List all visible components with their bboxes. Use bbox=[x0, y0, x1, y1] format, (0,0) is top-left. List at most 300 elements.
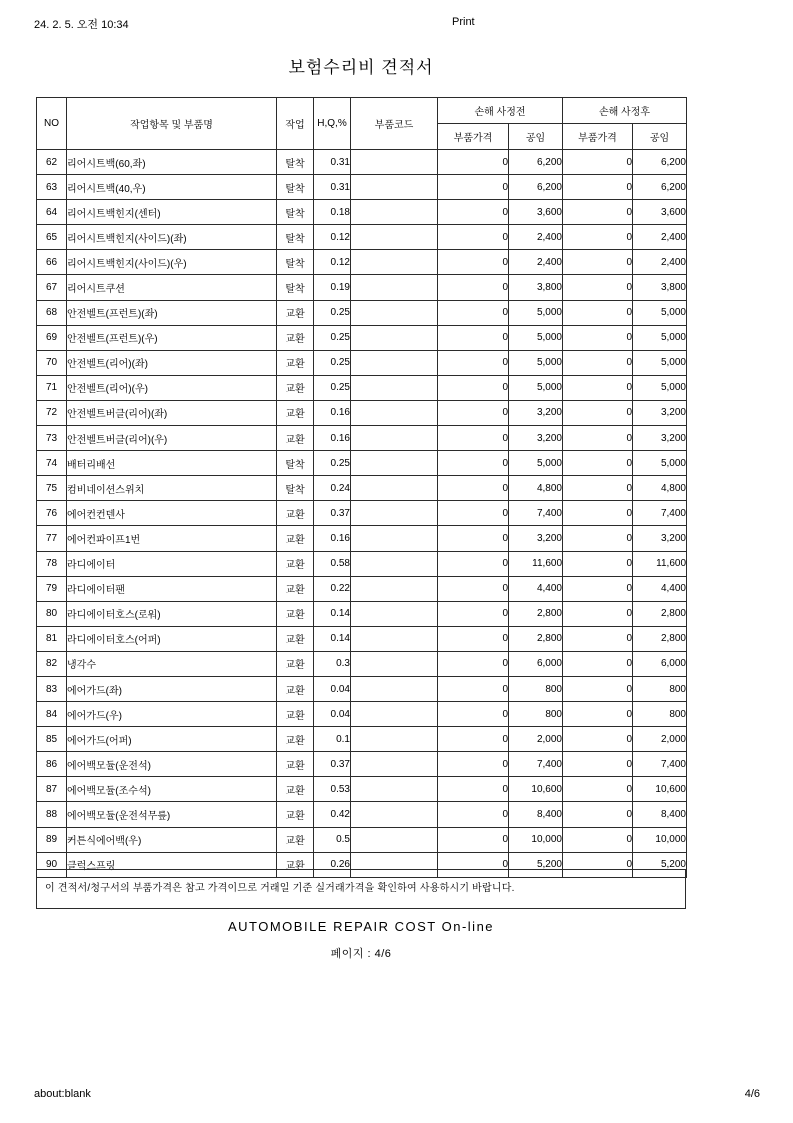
cell-hq-percent: 0.19 bbox=[314, 275, 351, 300]
cell-pre-labor: 2,400 bbox=[509, 250, 563, 275]
cell-item-name: 리어시트백힌지(센터) bbox=[67, 200, 277, 225]
cell-pre-labor: 5,000 bbox=[509, 325, 563, 350]
repair-estimate-table bbox=[36, 97, 687, 878]
cell-post-part-price: 0 bbox=[563, 802, 633, 827]
cell-part-code bbox=[351, 752, 438, 777]
cell-no: 85 bbox=[37, 727, 67, 752]
cell-no: 62 bbox=[37, 150, 67, 175]
cell-post-labor: 3,800 bbox=[633, 275, 687, 300]
cell-pre-labor: 800 bbox=[509, 676, 563, 701]
table-row bbox=[37, 702, 687, 727]
cell-post-part-price: 0 bbox=[563, 727, 633, 752]
cell-part-code bbox=[351, 150, 438, 175]
cell-pre-labor: 3,600 bbox=[509, 200, 563, 225]
cell-no: 82 bbox=[37, 651, 67, 676]
table-row bbox=[37, 375, 687, 400]
cell-item-name: 냉각수 bbox=[67, 651, 277, 676]
cell-hq-percent: 0.25 bbox=[314, 375, 351, 400]
cell-part-code bbox=[351, 451, 438, 476]
cell-work-type: 교환 bbox=[277, 651, 314, 676]
cell-part-code bbox=[351, 225, 438, 250]
cell-hq-percent: 0.42 bbox=[314, 802, 351, 827]
cell-pre-part-price: 0 bbox=[438, 350, 509, 375]
cell-work-type: 탈착 bbox=[277, 451, 314, 476]
cell-item-name: 에어가드(우) bbox=[67, 702, 277, 727]
cell-part-code bbox=[351, 350, 438, 375]
cell-post-part-price: 0 bbox=[563, 400, 633, 425]
cell-hq-percent: 0.37 bbox=[314, 752, 351, 777]
cell-hq-percent: 0.16 bbox=[314, 426, 351, 451]
cell-hq-percent: 0.58 bbox=[314, 551, 351, 576]
cell-item-name: 리어시트백힌지(사이드)(좌) bbox=[67, 225, 277, 250]
table-row bbox=[37, 451, 687, 476]
cell-post-part-price: 0 bbox=[563, 300, 633, 325]
cell-pre-labor: 6,000 bbox=[509, 651, 563, 676]
cell-item-name: 리어시트백(40,우) bbox=[67, 175, 277, 200]
cell-work-type: 탈착 bbox=[277, 175, 314, 200]
cell-item-name: 라디에이터 bbox=[67, 551, 277, 576]
col-header-part-code: 부품코드 bbox=[351, 98, 438, 150]
cell-no: 75 bbox=[37, 476, 67, 501]
table-header bbox=[37, 98, 687, 150]
table-row bbox=[37, 275, 687, 300]
cell-item-name: 안전벨트버클(리어)(좌) bbox=[67, 400, 277, 425]
document-title: 보험수리비 견적서 bbox=[288, 58, 434, 77]
cell-pre-part-price: 0 bbox=[438, 400, 509, 425]
cell-pre-labor: 2,800 bbox=[509, 626, 563, 651]
cell-pre-part-price: 0 bbox=[438, 802, 509, 827]
cell-pre-labor: 5,000 bbox=[509, 300, 563, 325]
cell-no: 77 bbox=[37, 526, 67, 551]
cell-no: 66 bbox=[37, 250, 67, 275]
cell-part-code bbox=[351, 802, 438, 827]
cell-item-name: 배터리배선 bbox=[67, 451, 277, 476]
cell-work-type: 탈착 bbox=[277, 200, 314, 225]
cell-pre-part-price: 0 bbox=[438, 150, 509, 175]
cell-pre-part-price: 0 bbox=[438, 626, 509, 651]
cell-part-code bbox=[351, 676, 438, 701]
cell-post-labor: 10,000 bbox=[633, 827, 687, 852]
cell-no: 90 bbox=[37, 852, 67, 877]
cell-pre-part-price: 0 bbox=[438, 551, 509, 576]
cell-item-name: 커튼식에어백(우) bbox=[67, 827, 277, 852]
cell-post-part-price: 0 bbox=[563, 576, 633, 601]
cell-post-labor: 2,000 bbox=[633, 727, 687, 752]
cell-post-labor: 4,800 bbox=[633, 476, 687, 501]
cell-post-labor: 5,000 bbox=[633, 300, 687, 325]
table-row bbox=[37, 576, 687, 601]
print-header-title: Print bbox=[452, 16, 475, 28]
table-row bbox=[37, 426, 687, 451]
cell-hq-percent: 0.31 bbox=[314, 150, 351, 175]
cell-work-type: 교환 bbox=[277, 702, 314, 727]
cell-item-name: 리어시트쿠션 bbox=[67, 275, 277, 300]
cell-work-type: 탈착 bbox=[277, 150, 314, 175]
cell-pre-labor: 800 bbox=[509, 702, 563, 727]
cell-part-code bbox=[351, 526, 438, 551]
cell-work-type: 교환 bbox=[277, 802, 314, 827]
table-row bbox=[37, 551, 687, 576]
cell-pre-labor: 10,600 bbox=[509, 777, 563, 802]
cell-item-name: 에어가드(좌) bbox=[67, 676, 277, 701]
cell-pre-part-price: 0 bbox=[438, 752, 509, 777]
cell-no: 87 bbox=[37, 777, 67, 802]
cell-post-part-price: 0 bbox=[563, 426, 633, 451]
cell-hq-percent: 0.5 bbox=[314, 827, 351, 852]
cell-hq-percent: 0.26 bbox=[314, 852, 351, 877]
cell-part-code bbox=[351, 827, 438, 852]
cell-part-code bbox=[351, 426, 438, 451]
cell-pre-labor: 6,200 bbox=[509, 150, 563, 175]
col-header-hq: H,Q,% bbox=[314, 98, 351, 150]
cell-part-code bbox=[351, 576, 438, 601]
cell-item-name: 컴비네이션스위치 bbox=[67, 476, 277, 501]
cell-no: 69 bbox=[37, 325, 67, 350]
cell-pre-labor: 5,000 bbox=[509, 350, 563, 375]
cell-part-code bbox=[351, 626, 438, 651]
table-header-row-1 bbox=[37, 98, 687, 124]
cell-pre-part-price: 0 bbox=[438, 702, 509, 727]
cell-work-type: 교환 bbox=[277, 526, 314, 551]
cell-item-name: 안전벨트(리어)(좌) bbox=[67, 350, 277, 375]
cell-part-code bbox=[351, 400, 438, 425]
cell-post-part-price: 0 bbox=[563, 651, 633, 676]
cell-post-part-price: 0 bbox=[563, 476, 633, 501]
cell-post-part-price: 0 bbox=[563, 350, 633, 375]
cell-work-type: 탈착 bbox=[277, 275, 314, 300]
cell-post-labor: 3,200 bbox=[633, 400, 687, 425]
cell-post-labor: 3,200 bbox=[633, 526, 687, 551]
cell-work-type: 교환 bbox=[277, 727, 314, 752]
cell-no: 76 bbox=[37, 501, 67, 526]
cell-work-type: 교환 bbox=[277, 551, 314, 576]
service-name: AUTOMOBILE REPAIR COST On-line bbox=[227, 919, 495, 934]
cell-pre-labor: 6,200 bbox=[509, 175, 563, 200]
cell-post-labor: 10,600 bbox=[633, 777, 687, 802]
cell-post-labor: 6,000 bbox=[633, 651, 687, 676]
col-header-pre-assessment: 손해 사정전 bbox=[438, 98, 563, 124]
cell-pre-part-price: 0 bbox=[438, 200, 509, 225]
cell-item-name: 리어시트백힌지(사이드)(우) bbox=[67, 250, 277, 275]
table-row bbox=[37, 676, 687, 701]
cell-post-labor: 8,400 bbox=[633, 802, 687, 827]
print-footer-page-count: 4/6 bbox=[744, 1088, 760, 1100]
cell-pre-part-price: 0 bbox=[438, 250, 509, 275]
cell-hq-percent: 0.25 bbox=[314, 350, 351, 375]
cell-post-labor: 800 bbox=[633, 676, 687, 701]
cell-pre-part-price: 0 bbox=[438, 375, 509, 400]
cell-work-type: 교환 bbox=[277, 300, 314, 325]
cell-part-code bbox=[351, 175, 438, 200]
cell-item-name: 안전벨트버클(리어)(우) bbox=[67, 426, 277, 451]
cell-post-part-price: 0 bbox=[563, 777, 633, 802]
cell-pre-part-price: 0 bbox=[438, 852, 509, 877]
cell-no: 64 bbox=[37, 200, 67, 225]
cell-pre-labor: 5,000 bbox=[509, 375, 563, 400]
cell-no: 70 bbox=[37, 350, 67, 375]
cell-post-labor: 6,200 bbox=[633, 175, 687, 200]
cell-hq-percent: 0.18 bbox=[314, 200, 351, 225]
cell-no: 74 bbox=[37, 451, 67, 476]
cell-post-part-price: 0 bbox=[563, 852, 633, 877]
cell-no: 86 bbox=[37, 752, 67, 777]
cell-no: 84 bbox=[37, 702, 67, 727]
cell-work-type: 교환 bbox=[277, 501, 314, 526]
cell-no: 71 bbox=[37, 375, 67, 400]
cell-post-part-price: 0 bbox=[563, 702, 633, 727]
cell-work-type: 교환 bbox=[277, 777, 314, 802]
cell-hq-percent: 0.3 bbox=[314, 651, 351, 676]
cell-post-part-price: 0 bbox=[563, 325, 633, 350]
cell-no: 63 bbox=[37, 175, 67, 200]
cell-part-code bbox=[351, 200, 438, 225]
col-header-post-assessment: 손해 사정후 bbox=[563, 98, 687, 124]
table-row bbox=[37, 651, 687, 676]
table-row bbox=[37, 727, 687, 752]
table-row bbox=[37, 300, 687, 325]
col-header-item: 작업항목 및 부품명 bbox=[67, 98, 277, 150]
cell-no: 65 bbox=[37, 225, 67, 250]
cell-work-type: 교환 bbox=[277, 375, 314, 400]
cell-pre-part-price: 0 bbox=[438, 651, 509, 676]
table-row bbox=[37, 150, 687, 175]
cell-part-code bbox=[351, 476, 438, 501]
cell-no: 67 bbox=[37, 275, 67, 300]
cell-no: 89 bbox=[37, 827, 67, 852]
cell-pre-part-price: 0 bbox=[438, 325, 509, 350]
cell-post-labor: 2,800 bbox=[633, 601, 687, 626]
table-row bbox=[37, 325, 687, 350]
col-header-no: NO bbox=[37, 98, 67, 150]
cell-item-name: 안전벨트(리어)(우) bbox=[67, 375, 277, 400]
cell-post-part-price: 0 bbox=[563, 275, 633, 300]
table-row bbox=[37, 225, 687, 250]
cell-post-labor: 2,800 bbox=[633, 626, 687, 651]
cell-work-type: 교환 bbox=[277, 626, 314, 651]
cell-hq-percent: 0.31 bbox=[314, 175, 351, 200]
table-row bbox=[37, 250, 687, 275]
cell-post-labor: 11,600 bbox=[633, 551, 687, 576]
cell-work-type: 교환 bbox=[277, 576, 314, 601]
cell-post-part-price: 0 bbox=[563, 551, 633, 576]
cell-pre-labor: 7,400 bbox=[509, 501, 563, 526]
cell-hq-percent: 0.14 bbox=[314, 601, 351, 626]
cell-post-labor: 7,400 bbox=[633, 752, 687, 777]
cell-pre-labor: 7,400 bbox=[509, 752, 563, 777]
cell-pre-part-price: 0 bbox=[438, 576, 509, 601]
cell-item-name: 에어백모듈(운전석) bbox=[67, 752, 277, 777]
cell-post-labor: 5,200 bbox=[633, 852, 687, 877]
cell-no: 80 bbox=[37, 601, 67, 626]
cell-no: 72 bbox=[37, 400, 67, 425]
cell-pre-part-price: 0 bbox=[438, 526, 509, 551]
cell-hq-percent: 0.12 bbox=[314, 225, 351, 250]
cell-pre-labor: 8,400 bbox=[509, 802, 563, 827]
cell-post-labor: 4,400 bbox=[633, 576, 687, 601]
cell-post-labor: 2,400 bbox=[633, 225, 687, 250]
cell-work-type: 교환 bbox=[277, 400, 314, 425]
table-row bbox=[37, 752, 687, 777]
cell-pre-part-price: 0 bbox=[438, 476, 509, 501]
print-header-datetime: 24. 2. 5. 오전 10:34 bbox=[34, 19, 129, 31]
cell-hq-percent: 0.25 bbox=[314, 451, 351, 476]
cell-hq-percent: 0.24 bbox=[314, 476, 351, 501]
cell-work-type: 교환 bbox=[277, 852, 314, 877]
cell-pre-part-price: 0 bbox=[438, 225, 509, 250]
col-header-post-part-price: 부품가격 bbox=[563, 124, 633, 150]
col-header-post-labor: 공임 bbox=[633, 124, 687, 150]
cell-post-labor: 6,200 bbox=[633, 150, 687, 175]
price-notice-box bbox=[36, 869, 686, 909]
table-row bbox=[37, 200, 687, 225]
cell-post-labor: 5,000 bbox=[633, 375, 687, 400]
col-header-pre-part-price: 부품가격 bbox=[438, 124, 509, 150]
cell-part-code bbox=[351, 275, 438, 300]
cell-item-name: 에어가드(어퍼) bbox=[67, 727, 277, 752]
cell-pre-labor: 4,400 bbox=[509, 576, 563, 601]
col-header-pre-labor: 공임 bbox=[509, 124, 563, 150]
cell-hq-percent: 0.1 bbox=[314, 727, 351, 752]
cell-pre-part-price: 0 bbox=[438, 827, 509, 852]
cell-item-name: 라디에이터팬 bbox=[67, 576, 277, 601]
cell-item-name: 에어컨파이프1번 bbox=[67, 526, 277, 551]
cell-work-type: 교환 bbox=[277, 601, 314, 626]
table-row bbox=[37, 476, 687, 501]
cell-work-type: 교환 bbox=[277, 752, 314, 777]
cell-work-type: 탈착 bbox=[277, 476, 314, 501]
cell-pre-labor: 2,000 bbox=[509, 727, 563, 752]
cell-post-part-price: 0 bbox=[563, 752, 633, 777]
table-body bbox=[37, 150, 687, 878]
cell-pre-part-price: 0 bbox=[438, 727, 509, 752]
cell-post-labor: 800 bbox=[633, 702, 687, 727]
cell-work-type: 교환 bbox=[277, 325, 314, 350]
cell-post-part-price: 0 bbox=[563, 526, 633, 551]
cell-part-code bbox=[351, 300, 438, 325]
cell-pre-part-price: 0 bbox=[438, 777, 509, 802]
cell-work-type: 교환 bbox=[277, 827, 314, 852]
cell-post-part-price: 0 bbox=[563, 375, 633, 400]
price-notice-text: 이 견적서/청구서의 부품가격은 참고 가격이므로 거래일 기준 실거래가격을 확인하여 사용하시기 바랍니다. bbox=[45, 883, 515, 894]
cell-pre-labor: 3,200 bbox=[509, 400, 563, 425]
cell-item-name: 에어백모듈(조수석) bbox=[67, 777, 277, 802]
cell-post-part-price: 0 bbox=[563, 626, 633, 651]
cell-hq-percent: 0.25 bbox=[314, 325, 351, 350]
cell-work-type: 탈착 bbox=[277, 250, 314, 275]
cell-hq-percent: 0.04 bbox=[314, 676, 351, 701]
cell-no: 68 bbox=[37, 300, 67, 325]
cell-pre-labor: 2,800 bbox=[509, 601, 563, 626]
cell-item-name: 리어시트백(60,좌) bbox=[67, 150, 277, 175]
table-row bbox=[37, 626, 687, 651]
cell-pre-labor: 4,800 bbox=[509, 476, 563, 501]
cell-post-labor: 5,000 bbox=[633, 451, 687, 476]
table-row bbox=[37, 802, 687, 827]
cell-hq-percent: 0.04 bbox=[314, 702, 351, 727]
cell-pre-part-price: 0 bbox=[438, 175, 509, 200]
table-row bbox=[37, 350, 687, 375]
cell-part-code bbox=[351, 375, 438, 400]
page-number-label: 페이지 : 4/6 bbox=[330, 948, 392, 960]
cell-part-code bbox=[351, 551, 438, 576]
table-row bbox=[37, 601, 687, 626]
cell-pre-labor: 5,000 bbox=[509, 451, 563, 476]
cell-part-code bbox=[351, 702, 438, 727]
cell-part-code bbox=[351, 777, 438, 802]
print-footer-url: about:blank bbox=[34, 1088, 91, 1100]
cell-hq-percent: 0.12 bbox=[314, 250, 351, 275]
cell-post-part-price: 0 bbox=[563, 501, 633, 526]
cell-post-labor: 5,000 bbox=[633, 325, 687, 350]
cell-no: 73 bbox=[37, 426, 67, 451]
cell-pre-labor: 5,200 bbox=[509, 852, 563, 877]
cell-work-type: 교환 bbox=[277, 676, 314, 701]
cell-item-name: 에어컨컨덴사 bbox=[67, 501, 277, 526]
cell-work-type: 교환 bbox=[277, 426, 314, 451]
table-row bbox=[37, 400, 687, 425]
cell-hq-percent: 0.16 bbox=[314, 400, 351, 425]
cell-post-part-price: 0 bbox=[563, 250, 633, 275]
cell-pre-part-price: 0 bbox=[438, 501, 509, 526]
cell-pre-labor: 10,000 bbox=[509, 827, 563, 852]
cell-pre-part-price: 0 bbox=[438, 300, 509, 325]
cell-pre-labor: 3,200 bbox=[509, 426, 563, 451]
cell-hq-percent: 0.53 bbox=[314, 777, 351, 802]
cell-part-code bbox=[351, 601, 438, 626]
cell-pre-labor: 3,200 bbox=[509, 526, 563, 551]
cell-post-labor: 2,400 bbox=[633, 250, 687, 275]
cell-no: 83 bbox=[37, 676, 67, 701]
cell-post-part-price: 0 bbox=[563, 451, 633, 476]
cell-pre-part-price: 0 bbox=[438, 275, 509, 300]
cell-post-part-price: 0 bbox=[563, 175, 633, 200]
cell-pre-labor: 11,600 bbox=[509, 551, 563, 576]
cell-no: 79 bbox=[37, 576, 67, 601]
cell-post-labor: 3,200 bbox=[633, 426, 687, 451]
cell-part-code bbox=[351, 325, 438, 350]
cell-part-code bbox=[351, 651, 438, 676]
cell-no: 81 bbox=[37, 626, 67, 651]
table-row bbox=[37, 175, 687, 200]
cell-work-type: 탈착 bbox=[277, 225, 314, 250]
cell-item-name: 라디에이터호스(로워) bbox=[67, 601, 277, 626]
table-row bbox=[37, 827, 687, 852]
cell-part-code bbox=[351, 727, 438, 752]
cell-hq-percent: 0.37 bbox=[314, 501, 351, 526]
cell-hq-percent: 0.14 bbox=[314, 626, 351, 651]
cell-post-part-price: 0 bbox=[563, 827, 633, 852]
table-row bbox=[37, 501, 687, 526]
cell-no: 78 bbox=[37, 551, 67, 576]
cell-post-part-price: 0 bbox=[563, 601, 633, 626]
cell-hq-percent: 0.16 bbox=[314, 526, 351, 551]
cell-post-labor: 3,600 bbox=[633, 200, 687, 225]
cell-hq-percent: 0.22 bbox=[314, 576, 351, 601]
cell-part-code bbox=[351, 250, 438, 275]
cell-pre-part-price: 0 bbox=[438, 451, 509, 476]
cell-item-name: 클럭스프링 bbox=[67, 852, 277, 877]
table-row bbox=[37, 777, 687, 802]
cell-item-name: 안전벨트(프런트)(우) bbox=[67, 325, 277, 350]
col-header-work: 작업 bbox=[277, 98, 314, 150]
cell-item-name: 에어백모듈(운전석무릎) bbox=[67, 802, 277, 827]
cell-pre-labor: 3,800 bbox=[509, 275, 563, 300]
cell-pre-part-price: 0 bbox=[438, 676, 509, 701]
cell-post-labor: 5,000 bbox=[633, 350, 687, 375]
cell-pre-labor: 2,400 bbox=[509, 225, 563, 250]
cell-post-part-price: 0 bbox=[563, 200, 633, 225]
cell-pre-part-price: 0 bbox=[438, 426, 509, 451]
